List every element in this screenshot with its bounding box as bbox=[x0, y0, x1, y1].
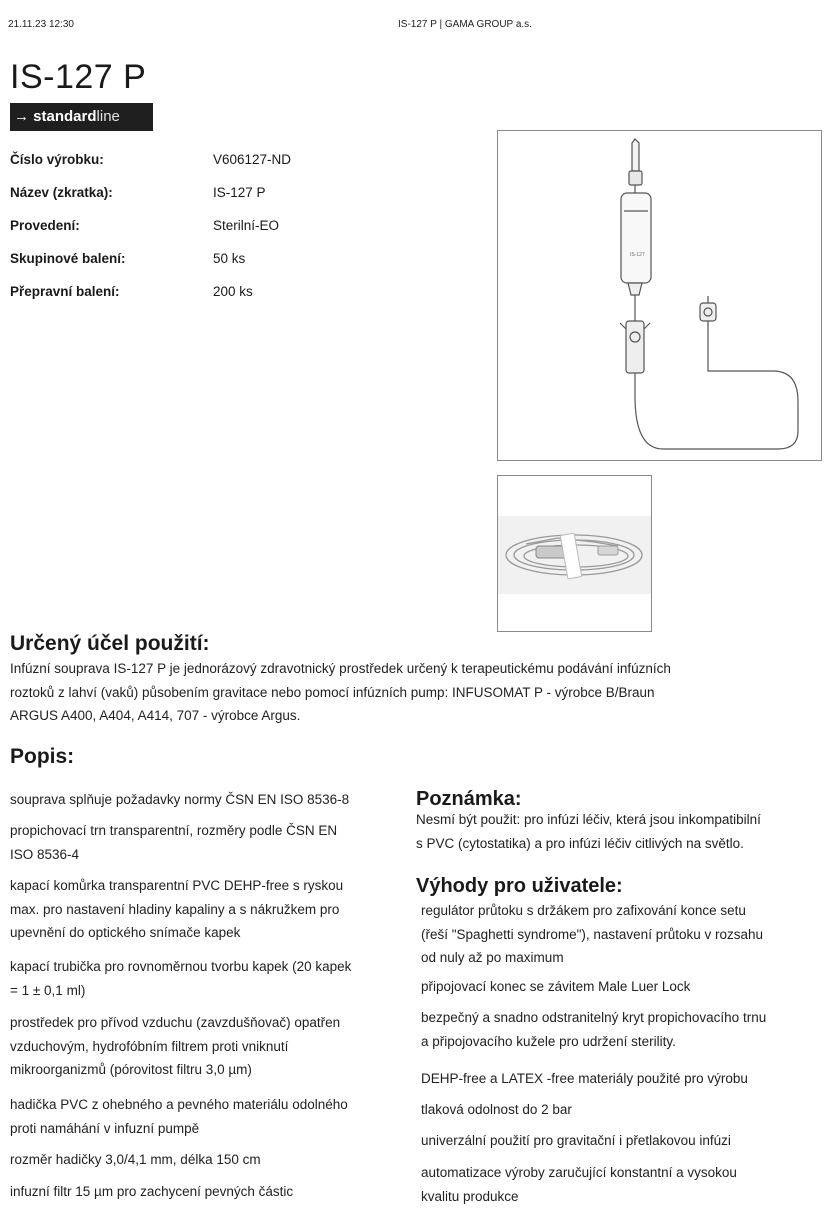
svg-text:IS-127: IS-127 bbox=[630, 252, 645, 258]
infusion-set-drawing-icon bbox=[498, 131, 821, 460]
spec-label: Přepravní balení: bbox=[10, 284, 120, 299]
product-photo-image bbox=[497, 475, 652, 632]
packaged-set-photo-icon bbox=[498, 476, 651, 631]
list-item: tlaková odolnost do 2 bar bbox=[421, 1102, 572, 1117]
product-title: IS-127 P bbox=[10, 58, 147, 96]
list-item: souprava splňuje požadavky normy ČSN EN ISO 8536-8 bbox=[10, 792, 350, 807]
list-item: propichovací trn transparentní, rozměry podle ČSN EN ISO 8536-4 bbox=[10, 823, 338, 862]
list-item: infuzní filtr 15 µm pro zachycení pevných částic bbox=[10, 1184, 294, 1199]
list-item: regulátor průtoku s držákem pro zafixování konce setu (řeší "Spaghetti syndrome"), nastavení průtoku v rozsahu od nuly až po maximum bbox=[421, 903, 764, 965]
list-item: univerzální použití pro gravitační i přetlakovou infúzi bbox=[421, 1133, 731, 1148]
spec-value: 200 ks bbox=[213, 284, 253, 299]
purpose-text bbox=[10, 657, 820, 728]
purpose-line: Infúzní souprava IS-127 P je jednorázový zdravotnický prostředek určený k terapeutickému podávání infúzních bbox=[10, 661, 671, 676]
purpose-line: roztoků z lahví (vaků) působením gravitace nebo pomocí infúzních pump: INFUSOMAT P - výrobce B/Braun bbox=[10, 684, 655, 700]
product-drawing-image bbox=[497, 130, 822, 461]
list-item: DEHP-free a LATEX -free materiály použité pro výrobu bbox=[421, 1071, 748, 1086]
spec-label: Skupinové balení: bbox=[10, 251, 126, 266]
spec-value: V606127-ND bbox=[213, 152, 292, 167]
purpose-line: ARGUS A400, A404, A414, 707 - výrobce Argus. bbox=[10, 708, 301, 723]
note-text: Nesmí být použit: pro infúzi léčiv, která jsou inkompatibilní s PVC (cytostatika) a pro infúzi léčiv citlivých na světlo. bbox=[416, 812, 761, 851]
note-heading: Poznámka: bbox=[416, 788, 522, 810]
badge-light: line bbox=[96, 108, 120, 125]
purpose-heading: Určený účel použití: bbox=[10, 632, 210, 655]
spec-value: IS-127 P bbox=[213, 185, 266, 200]
arrow-icon: → bbox=[14, 108, 29, 125]
list-item: automatizace výroby zaručující konstantní a vysokou kvalitu produkce bbox=[421, 1165, 737, 1204]
spec-label: Název (zkratka): bbox=[10, 185, 113, 200]
badge-bold: standard bbox=[33, 108, 97, 125]
list-item: kapací komůrka transparentní PVC DEHP-free s ryskou max. pro nastavení hladiny kapaliny a s nákružkem pro upevnění do optického snímače kapek bbox=[10, 878, 344, 940]
list-item: hadička PVC z ohebného a pevného materiálu odolného proti namáhání v infuzní pumpě bbox=[10, 1097, 348, 1136]
list-item: připojovací konec se závitem Male Luer Lock bbox=[421, 979, 691, 994]
list-item: kapací trubička pro rovnoměrnou tvorbu kapek (20 kapek = 1 ± 0,1 ml) bbox=[10, 959, 352, 998]
standardline-badge bbox=[10, 103, 153, 131]
benefits-heading: Výhody pro uživatele: bbox=[416, 875, 623, 897]
spec-value: Sterilní-EO bbox=[213, 218, 280, 233]
list-item: rozměr hadičky 3,0/4,1 mm, délka 150 cm bbox=[10, 1152, 261, 1167]
spec-label: Provedení: bbox=[10, 218, 80, 233]
list-item: prostředek pro přívod vzduchu (zavzdušňovač) opatřen vzduchovým, hydrofóbním filtrem proti vniknutí mikroorganizmů (pórovitost filtru 3,0 µm) bbox=[10, 1015, 341, 1077]
list-item: bezpečný a snadno odstranitelný kryt propichovacího trnu a připojovacího kužele pro udržení sterility. bbox=[421, 1010, 767, 1049]
spec-label: Číslo výrobku: bbox=[10, 152, 104, 167]
description-heading: Popis: bbox=[10, 745, 75, 768]
print-page-title: IS-127 P | GAMA GROUP a.s. bbox=[398, 19, 532, 30]
spec-value: 50 ks bbox=[213, 251, 246, 266]
print-datetime: 21.11.23 12:30 bbox=[8, 19, 74, 30]
